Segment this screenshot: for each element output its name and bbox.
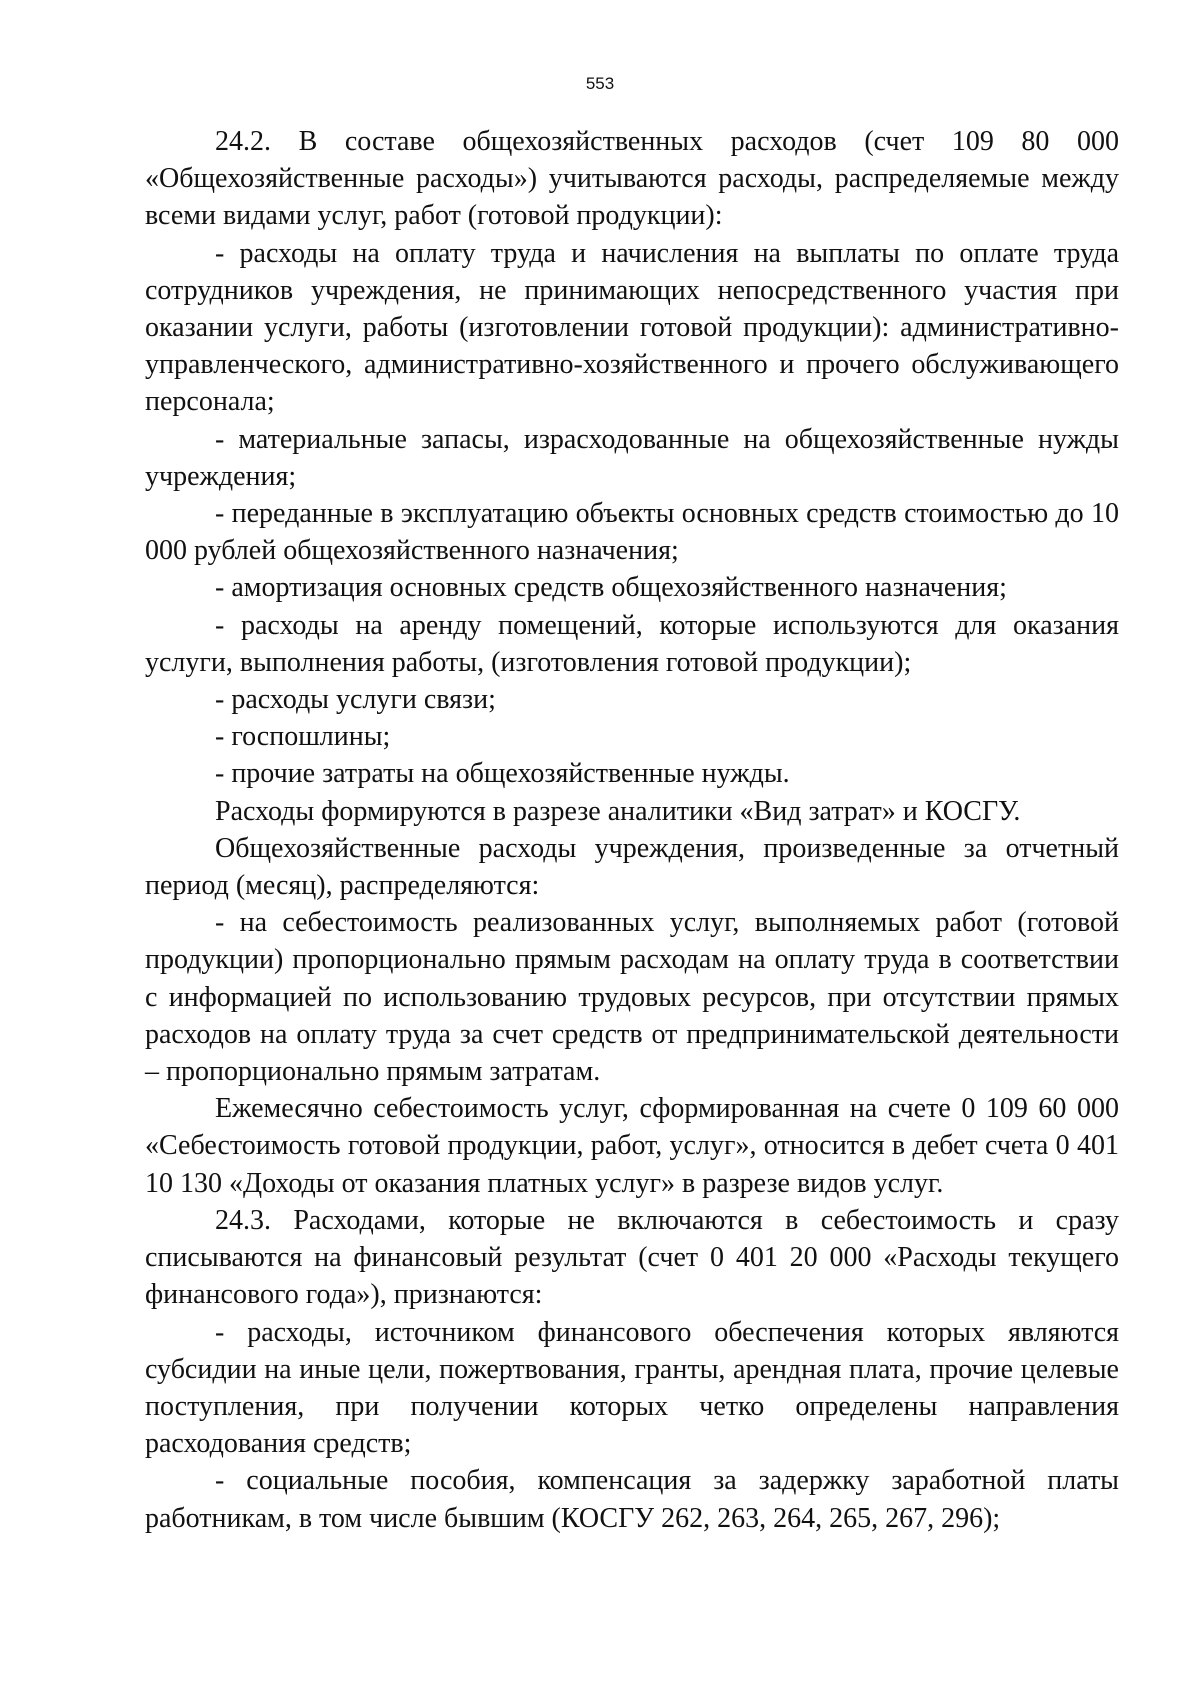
list-item-communication: - расходы услуги связи; (215, 684, 496, 716)
list-item-fixed-assets: - переданные в эксплуатацию объекты основных средств стоимостью до 10 000 рублей общехозяйственного назначения; (145, 498, 1119, 567)
paragraph-monthly-cost: Ежемесячно себестоимость услуг, сформированная на счете 0 109 60 000 «Себестоимость готовой продукции, работ, услуг», относится в дебет счета 0 401 10 130 «Доходы от оказания платных услуг» в разрезе видов услуг. (145, 1093, 1119, 1199)
paragraph-24-2: 24.2. В составе общехозяйственных расходов (счет 109 80 000 «Общехозяйственные расходы») учитываются расходы, распределяемые между всеми видами услуг, работ (готовой продукции): (145, 126, 1119, 232)
paragraph-distribution: Общехозяйственные расходы учреждения, произведенные за отчетный период (месяц), распределяются: (145, 832, 1119, 902)
list-item-labor-costs: - расходы на оплату труда и начисления на выплаты по оплате труда сотрудников учреждения, не принимающих непосредственного участия при оказании услуги, работы (изготовлении готовой продукции): административно-управленческого, административно-хозяйственного и прочего обслуживающего персонала; (145, 237, 1119, 418)
list-item-cost-of-sales: - на себестоимость реализованных услуг, выполняемых работ (готовой продукции) пропорционально прямым расходам на оплату труда в соответствии с информацией по использованию трудовых ресурсов, при отсутствии прямых расходов на оплату труда за счет средств от предпринимательской деятельности – пропорционально прямым затратам. (145, 907, 1119, 1088)
list-item-other-costs: - прочие затраты на общехозяйственные нужды. (215, 758, 790, 790)
list-item-state-fees: - госпошлины; (215, 721, 391, 753)
document-body (145, 123, 1119, 1537)
list-item-social-benefits: - социальные пособия, компенсация за задержку заработной платы работникам, в том числе бывшим (КОСГУ 262, 263, 264, 265, 267, 296); (145, 1465, 1119, 1534)
list-item-materials: - материальные запасы, израсходованные на общехозяйственные нужды учреждения; (145, 423, 1119, 492)
list-item-amortization: - амортизация основных средств общехозяйственного назначения; (215, 572, 1007, 604)
list-item-rent: - расходы на аренду помещений, которые используются для оказания услуги, выполнения работы, (изготовления готовой продукции); (145, 609, 1119, 678)
paragraph-cost-analytics: Расходы формируются в разрезе аналитики «Вид затрат» и КОСГУ. (215, 795, 1021, 827)
list-item-subsidies: - расходы, источником финансового обеспечения которых являются субсидии на иные цели, пожертвования, гранты, арендная плата, прочие целевые поступления, при получении которых четко определены направления расходования средств; (145, 1316, 1119, 1460)
paragraph-24-3: 24.3. Расходами, которые не включаются в себестоимость и сразу списываются на финансовый результат (счет 0 401 20 000 «Расходы текущего финансового года»), признаются: (145, 1204, 1119, 1311)
page-number: 553 (585, 74, 615, 93)
